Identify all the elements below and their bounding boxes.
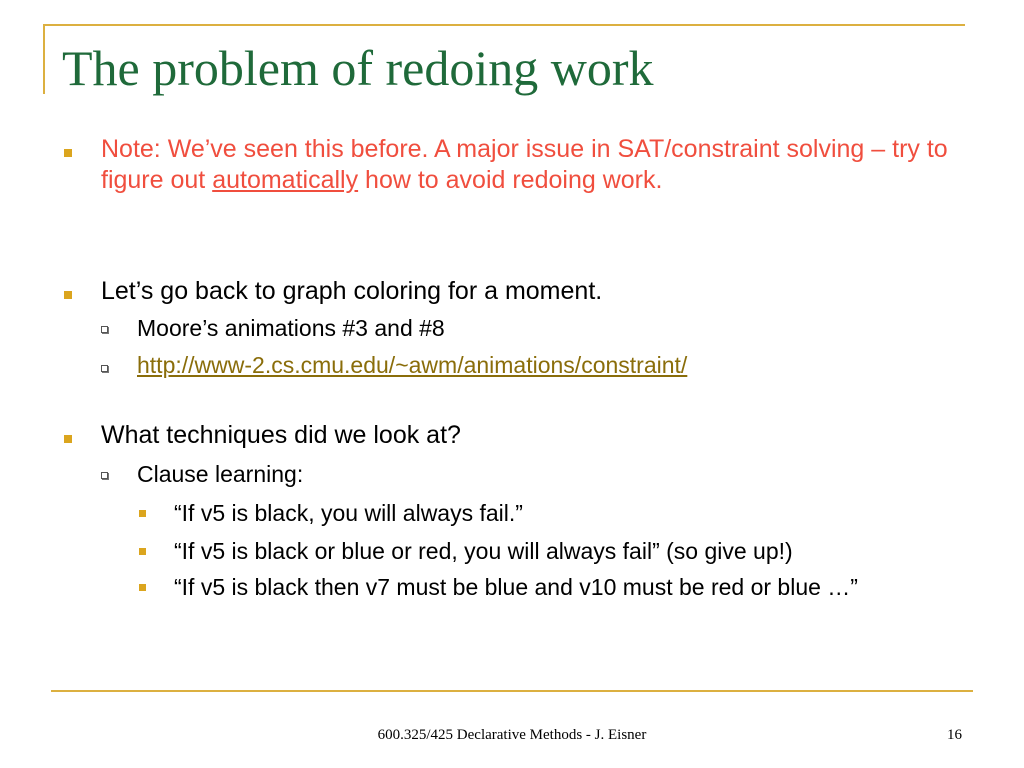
note-text-start: Note: We’ve seen this before. A major issue in SAT/constraint solving – try to figure out bbox=[101, 135, 948, 194]
clause-learning-item: Clause learning: bbox=[137, 461, 304, 487]
animations-link-item bbox=[137, 351, 977, 379]
square-bullet-icon bbox=[139, 548, 146, 555]
square-bullet-icon bbox=[64, 291, 72, 299]
example-item-3: “If v5 is black then v7 must be blue and v10 must be red or blue …” bbox=[174, 574, 858, 600]
bottom-rule bbox=[51, 690, 973, 692]
example-item-2: “If v5 is black or blue or red, you will always fail” (so give up!) bbox=[174, 538, 793, 564]
moore-animations-item: Moore’s animations #3 and #8 bbox=[137, 315, 445, 341]
graph-coloring-bullet: Let’s go back to graph coloring for a moment. bbox=[101, 277, 603, 305]
hollow-square-bullet-icon bbox=[101, 326, 108, 333]
square-bullet-icon bbox=[139, 510, 146, 517]
square-bullet-icon bbox=[64, 149, 72, 157]
square-bullet-icon bbox=[139, 584, 146, 591]
hollow-square-bullet-icon bbox=[101, 472, 108, 479]
hollow-square-bullet-icon bbox=[101, 365, 108, 372]
note-text-end: how to avoid redoing work. bbox=[358, 166, 663, 194]
slide-footer: 600.325/425 Declarative Methods - J. Eisner bbox=[377, 727, 647, 743]
page-number: 16 bbox=[947, 727, 962, 743]
note-bullet bbox=[101, 134, 981, 196]
note-underlined-word: automatically bbox=[212, 166, 359, 194]
animations-link[interactable]: http://www-2.cs.cmu.edu/~awm/animations/constraint/ bbox=[137, 352, 688, 378]
square-bullet-icon bbox=[64, 435, 72, 443]
slide-title: The problem of redoing work bbox=[62, 40, 654, 96]
techniques-bullet: What techniques did we look at? bbox=[101, 421, 461, 449]
example-item-1: “If v5 is black, you will always fail.” bbox=[174, 500, 523, 526]
